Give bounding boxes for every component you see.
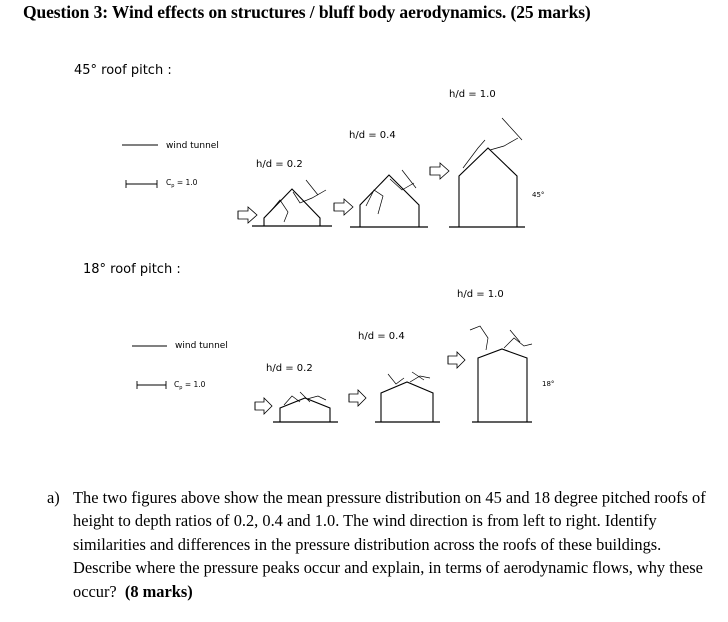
legend-cp-label: $C_p = 1.0$ xyxy=(174,380,206,391)
legend-wind-tunnel-label: wind tunnel xyxy=(166,141,219,151)
building-45-hd-0-4 xyxy=(334,130,428,227)
hd-label-0-4: h/d = 0.4 xyxy=(349,130,396,141)
hd-label-1-0: h/d = 1.0 xyxy=(449,89,496,100)
wind-arrow-icon xyxy=(334,199,353,215)
angle-label-18: 18° xyxy=(542,380,555,388)
legend-45 xyxy=(122,141,219,189)
angle-label-45: 45° xyxy=(532,191,545,199)
legend-18 xyxy=(132,341,228,391)
wind-arrow-icon xyxy=(255,398,272,414)
question-title: Question 3: Wind effects on structures / bluff body aerodynamics. (25 marks) xyxy=(23,2,591,22)
hd-label-0-4: h/d = 0.4 xyxy=(358,331,405,342)
legend-wind-tunnel-label: wind tunnel xyxy=(175,341,228,351)
figure-45-roof-pitch xyxy=(0,80,728,240)
part-a-marks: (8 marks) xyxy=(124,581,193,601)
part-a-text xyxy=(73,486,713,603)
legend-cp-label: $C_p = 1.0$ xyxy=(166,178,198,189)
part-a-question: The two figures above show the mean pressure distribution on 45 and 18 degree pitched roofs of height to depth ratios of 0.2, 0.4 and 1.0. The wind direction is from left to right. Identify similarities and differences in the pressure distribution across the roofs of these buildings. Describe where the pressure peaks occur and explain, in terms of aerodynamic flows, why these occur? xyxy=(73,488,706,601)
wind-arrow-icon xyxy=(448,352,465,368)
wind-arrow-icon xyxy=(349,390,366,406)
wind-arrow-icon xyxy=(430,163,449,179)
hd-label-0-2: h/d = 0.2 xyxy=(266,363,313,374)
cp-distribution-curve xyxy=(270,200,288,222)
building-45-hd-1-0 xyxy=(430,89,544,227)
hd-label-1-0: h/d = 1.0 xyxy=(457,289,504,300)
section-label-45: 45° roof pitch : xyxy=(74,63,172,78)
section-label-18: 18° roof pitch : xyxy=(83,262,181,277)
building-45-hd-0-2 xyxy=(238,159,332,226)
hd-label-0-2: h/d = 0.2 xyxy=(256,159,303,170)
building-18-hd-1-0 xyxy=(448,289,554,422)
wind-arrow-icon xyxy=(238,207,257,223)
part-a-label: a) xyxy=(47,488,60,507)
building-18-hd-0-2 xyxy=(255,363,338,422)
figure-18-roof-pitch xyxy=(0,280,728,430)
building-18-hd-0-4 xyxy=(349,331,440,422)
